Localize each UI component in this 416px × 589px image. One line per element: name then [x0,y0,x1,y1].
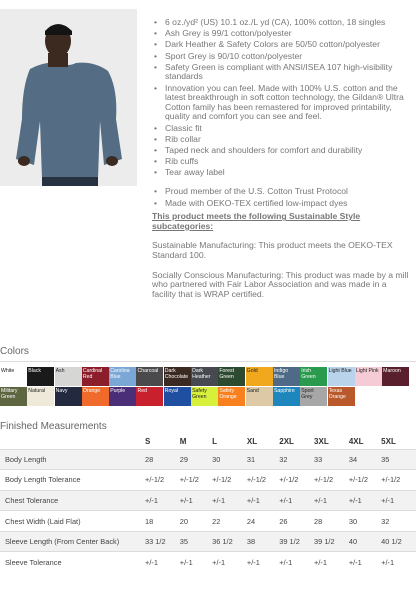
color-swatch[interactable]: Gold [246,367,273,386]
color-swatch[interactable]: Indigo Blue [273,367,300,386]
swatch-row [0,387,416,406]
measurement-value: +/-1 [349,490,381,511]
measurement-value: 33 [314,449,349,470]
measurement-value: 34 [349,449,381,470]
divider [0,361,416,362]
table-row [0,511,416,532]
measurement-label: Sleeve Tolerance [0,552,145,573]
feature-item: • Safety Green is compliant with ANSI/ISEA 107 high-visibility standards [152,63,410,82]
measurement-value: 40 1/2 [381,531,416,552]
measurement-value: 30 [349,511,381,532]
measurement-value: +/-1 [314,490,349,511]
measurement-value: +/-1/2 [349,470,381,491]
color-swatch[interactable]: Red [136,387,163,406]
size-header: L [212,436,218,446]
size-chart-table [0,434,416,573]
measurement-value: 24 [247,511,279,532]
feature-bullets [152,18,410,178]
color-swatch[interactable]: Dark Heather [191,367,218,386]
color-swatch[interactable]: Black [27,367,54,386]
swatch-row [0,367,416,386]
color-swatch[interactable]: Sport Grey [300,387,327,406]
sustainability-bullets [152,187,410,208]
measurement-value: +/-1 [212,552,247,573]
measurement-value: +/-1 [145,552,180,573]
measurement-value: 30 [212,449,247,470]
measurement-value: +/-1/2 [381,470,416,491]
measurement-value: 31 [247,449,279,470]
feature-item: • Rib collar [152,135,410,145]
table-row [0,490,416,511]
measurement-value: +/-1 [381,490,416,511]
measurement-value: 32 [279,449,314,470]
measurement-value: +/-1/2 [279,470,314,491]
measurement-value: +/-1 [212,490,247,511]
color-swatch[interactable]: White [0,367,27,386]
size-header: 2XL [279,436,294,446]
measurement-value: +/-1/2 [247,470,279,491]
measurement-label: Sleeve Length (From Center Back) [0,531,145,552]
feature-item: • Dark Heather & Safety Colors are 50/50 cotton/polyester [152,40,410,50]
color-swatch[interactable]: Maroon [382,367,409,386]
table-row [0,531,416,552]
size-header-row [0,434,416,449]
measurement-value: 20 [180,511,212,532]
measurement-value: 22 [212,511,247,532]
color-swatch[interactable]: Light Blue [328,367,355,386]
feature-item: • Taped neck and shoulders for comfort and durability [152,146,410,156]
measurement-value: +/-1 [349,552,381,573]
measurement-value: +/-1/2 [314,470,349,491]
measurement-value: 38 [247,531,279,552]
measurement-label: Chest Tolerance [0,490,145,511]
measurement-value: +/-1 [279,552,314,573]
sustainability-item: • Made with OEKO-TEX certified low-impact dyes [152,199,410,209]
measurement-value: +/-1 [247,552,279,573]
measurement-value: +/-1 [314,552,349,573]
measurement-label: Chest Width (Laid Flat) [0,511,145,532]
measurement-value: +/-1 [145,490,180,511]
feature-item: • Classic fit [152,124,410,134]
measurement-value: +/-1 [279,490,314,511]
size-header: 5XL [381,436,396,446]
measurement-header-blank [0,434,145,449]
socially-conscious-text: Socially Conscious Manufacturing: This product was made by a mill who partnered with Fair Labor Association and was made in a facility that is WRAP certified. [152,269,409,299]
measurement-value: 36 1/2 [212,531,247,552]
measurement-value: +/-1 [180,552,212,573]
color-swatch[interactable]: Forest Green [218,367,245,386]
color-swatch[interactable]: Safety Orange [218,387,245,406]
size-header: 3XL [314,436,329,446]
measurement-value: +/-1/2 [212,470,247,491]
measurement-value: +/-1 [180,490,212,511]
sustainability-item: • Proud member of the U.S. Cotton Trust Protocol [152,187,410,197]
sustainability-heading: This product meets the following Sustainable Style subcategories: [152,211,361,231]
measurement-value: +/-1/2 [145,470,180,491]
measurements-heading: Finished Measurements [0,421,107,432]
measurement-value: 32 [381,511,416,532]
product-photo [0,9,137,186]
measurement-value: +/-1 [247,490,279,511]
color-swatch[interactable]: Safety Green [191,387,218,406]
size-header: XL [246,436,258,446]
color-swatch[interactable]: Purple [109,387,136,406]
measurement-value: 33 1/2 [145,531,180,552]
color-swatch[interactable]: Cardinal Red [82,367,109,386]
color-swatch[interactable]: Natural [27,387,54,406]
table-row [0,470,416,491]
color-swatch[interactable]: Charcoal [136,367,163,386]
color-swatch[interactable]: Sapphire [273,387,300,406]
feature-item: • Rib cuffs [152,157,410,167]
size-header: 4XL [348,436,364,446]
measurement-value: 40 [349,531,381,552]
color-swatch[interactable]: Military Green [0,387,27,406]
feature-item: • Ash Grey is 99/1 cotton/polyester [152,29,410,39]
color-swatch[interactable]: Dark Chocolate [164,367,191,386]
measurement-value: +/-1/2 [180,470,212,491]
color-swatch[interactable]: Texas Orange [328,387,355,406]
color-swatch[interactable]: Carolina Blue [109,367,136,386]
color-swatch-grid [0,367,416,407]
measurement-value: 39 1/2 [314,531,349,552]
measurement-value: +/-1 [381,552,416,573]
color-swatch[interactable]: Ash [55,367,82,386]
measurement-value: 28 [314,511,349,532]
color-swatch[interactable]: Sand [246,387,273,406]
measurement-value: 35 [180,531,212,552]
feature-item: • Sport Grey is 90/10 cotton/polyester [152,52,410,62]
color-swatch[interactable]: Royal [164,387,191,406]
feature-item: • Innovation you can feel. Made with 100% U.S. cotton and the latest breakthrough in soft cotton technology, the Gildan® Ultra Cotton family has been remastered for improved printability, quality and comfort you can see and feel. [152,84,410,122]
feature-list [152,18,410,309]
color-swatch[interactable]: Irish Green [300,367,327,386]
measurement-value: 35 [381,449,416,470]
measurement-label: Body Length [0,449,145,470]
table-row [0,449,416,470]
table-row [0,552,416,573]
color-swatch[interactable]: Orange [82,387,109,406]
feature-item: • Tear away label [152,168,410,178]
measurement-value: 26 [279,511,314,532]
feature-item: • 6 oz./yd² (US) 10.1 oz./L yd (CA), 100% cotton, 18 singles [152,18,410,28]
measurement-label: Body Length Tolerance [0,470,145,491]
color-swatch[interactable]: Light Pink [355,367,382,386]
measurement-value: 39 1/2 [279,531,314,552]
color-swatch[interactable]: Navy [55,387,82,406]
colors-heading: Colors [0,346,29,357]
measurement-value: 18 [145,511,180,532]
sustainability-manufacturing-text: Sustainable Manufacturing: This product meets the OEKO-TEX Standard 100. [152,240,393,260]
measurement-value: 29 [180,449,212,470]
measurement-value: 28 [145,449,180,470]
size-header: S [145,436,151,446]
size-header: M [179,436,187,446]
